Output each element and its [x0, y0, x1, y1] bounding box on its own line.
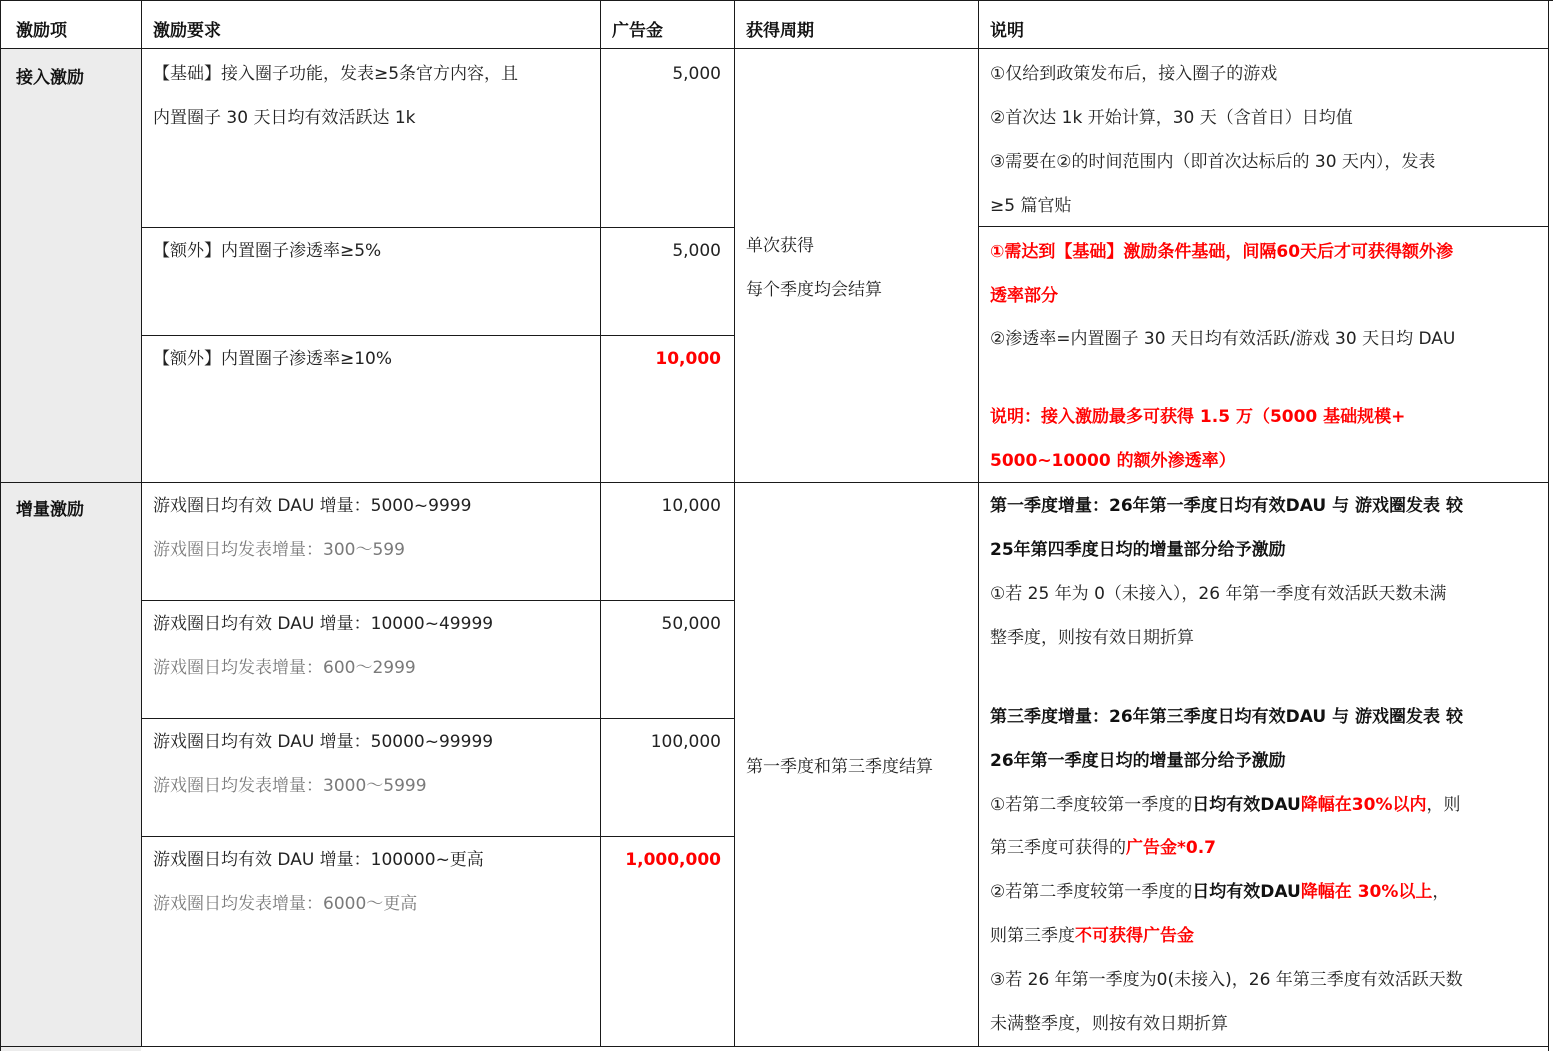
category-increment: 增量激励	[16, 500, 84, 520]
desc-q3-l2-b: 广告金*0.7	[1126, 838, 1217, 858]
desc-q3-l3-b: 日均有效DAU	[1192, 882, 1301, 902]
desc-q1-title-1: 第一季度增量：26年第一季度日均有效DAU 与 游戏圈发表 较	[990, 496, 1463, 516]
desc-a-1: ①仅给到政策发布后，接入圈子的游戏	[990, 64, 1278, 84]
desc-q3-l3-c: 降幅在 30%以上	[1300, 882, 1433, 902]
desc-q3-l3-a: ②若第二季度较第一季度的	[990, 882, 1193, 902]
amount-extra-5: 5,000	[672, 241, 721, 261]
header-col-description: 说明	[990, 21, 1024, 41]
desc-b-3: ②渗透率=内置圈子 30 天日均有效活跃/游戏 30 天日均 DAU	[990, 329, 1456, 349]
desc-q3-l5: ③若 26 年第一季度为0(未接入)，26 年第三季度有效活跃天数	[990, 970, 1463, 990]
row-divider-s2-1	[141, 600, 735, 601]
desc-q1-title-2: 25年第四季度日均的增量部分给予激励	[990, 540, 1286, 560]
desc-q1-l2: 整季度，则按有效日期折算	[990, 628, 1194, 648]
desc-q3-l1-a: ①若第二季度较第一季度的	[990, 795, 1193, 815]
amount-inc-2: 50,000	[661, 614, 721, 634]
period-quarterly: 每个季度均会结算	[746, 280, 882, 300]
header-divider	[0, 48, 1549, 49]
desc-b-red-2: 透率部分	[990, 286, 1058, 306]
desc-q3-l2-a: 第三季度可获得的	[990, 838, 1126, 858]
desc-q3-l1-c: 降幅在30%以内	[1300, 795, 1427, 815]
header-col-item: 激励项	[16, 21, 67, 41]
section-divider	[0, 482, 1549, 483]
desc-q3-l4-b: 不可获得广告金	[1075, 926, 1194, 946]
desc-q3-l3	[990, 870, 1449, 914]
amount-inc-3: 100,000	[650, 732, 721, 752]
col-divider-2	[600, 0, 601, 1047]
desc-q3-l1-d: ，则	[1426, 795, 1461, 815]
desc-q1-l1: ①若 25 年为 0（未接入），26 年第一季度有效活跃天数未满	[990, 584, 1447, 604]
row-divider-s1-1	[141, 227, 735, 228]
border-bottom	[0, 1046, 1549, 1047]
req-basic-line2: 内置圈子 30 天日均有效活跃达 1k	[153, 108, 416, 128]
period-q1-q3: 第一季度和第三季度结算	[746, 757, 933, 777]
desc-q3-l1	[990, 783, 1461, 827]
period-single: 单次获得	[746, 236, 814, 256]
col-divider-3	[734, 0, 735, 1047]
border-right	[1548, 0, 1549, 1051]
desc-a-3: ③需要在②的时间范围内（即首次达标后的 30 天内），发表	[990, 152, 1436, 172]
col-divider-1	[141, 0, 142, 1047]
amount-basic: 5,000	[672, 64, 721, 84]
req-inc-3-dau: 游戏圈日均有效 DAU 增量：50000~99999	[153, 732, 494, 752]
category-access: 接入激励	[16, 68, 84, 88]
row-divider-s2-2	[141, 718, 735, 719]
border-left	[0, 0, 1, 1051]
row-divider-s2-3	[141, 836, 735, 837]
amount-inc-4: 1,000,000	[625, 850, 721, 870]
desc-q3-l6: 未满整季度，则按有效日期折算	[990, 1014, 1228, 1034]
req-inc-2-dau: 游戏圈日均有效 DAU 增量：10000~49999	[153, 614, 494, 634]
req-inc-1-dau: 游戏圈日均有效 DAU 增量：5000~9999	[153, 496, 472, 516]
row-divider-s1-desc	[978, 226, 1549, 227]
header-col-requirement: 激励要求	[153, 21, 221, 41]
amount-inc-1: 10,000	[661, 496, 721, 516]
desc-q3-l4-a: 则第三季度	[990, 926, 1075, 946]
desc-b-note-2: 5000~10000 的额外渗透率）	[990, 451, 1236, 471]
amount-extra-10: 10,000	[655, 349, 721, 369]
desc-q3-l4	[990, 914, 1194, 958]
req-extra-5: 【额外】内置圈子渗透率≥5%	[153, 241, 382, 261]
desc-q3-l1-b: 日均有效DAU	[1192, 795, 1301, 815]
desc-q3-title-2: 26年第一季度日均的增量部分给予激励	[990, 751, 1286, 771]
row-divider-s1-2	[141, 335, 735, 336]
desc-b-red-1: ①需达到【基础】激励条件基础，间隔60天后才可获得额外渗	[990, 242, 1454, 262]
desc-a-2: ②首次达 1k 开始计算，30 天（含首日）日均值	[990, 108, 1353, 128]
req-inc-3-post: 游戏圈日均发表增量：3000～5999	[153, 776, 427, 796]
req-inc-4-post: 游戏圈日均发表增量：6000～更高	[153, 894, 418, 914]
desc-q3-l2	[990, 826, 1216, 870]
border-top	[0, 0, 1553, 1]
desc-b-note-1: 说明：接入激励最多可获得 1.5 万（5000 基础规模+	[990, 407, 1406, 427]
req-extra-10: 【额外】内置圈子渗透率≥10%	[153, 349, 393, 369]
req-basic-line1: 【基础】接入圈子功能，发表≥5条官方内容，且	[153, 64, 519, 84]
req-inc-1-post: 游戏圈日均发表增量：300～599	[153, 540, 405, 560]
category-column-bg	[0, 49, 141, 1051]
req-inc-2-post: 游戏圈日均发表增量：600～2999	[153, 658, 416, 678]
header-col-period: 获得周期	[746, 21, 814, 41]
desc-q3-title-1: 第三季度增量：26年第三季度日均有效DAU 与 游戏圈发表 较	[990, 707, 1463, 727]
col-divider-4	[978, 0, 979, 1047]
desc-a-4: ≥5 篇官贴	[990, 196, 1072, 216]
desc-q3-l3-d: ，	[1432, 882, 1450, 902]
header-col-amount: 广告金	[612, 21, 663, 41]
req-inc-4-dau: 游戏圈日均有效 DAU 增量：100000~更高	[153, 850, 484, 870]
